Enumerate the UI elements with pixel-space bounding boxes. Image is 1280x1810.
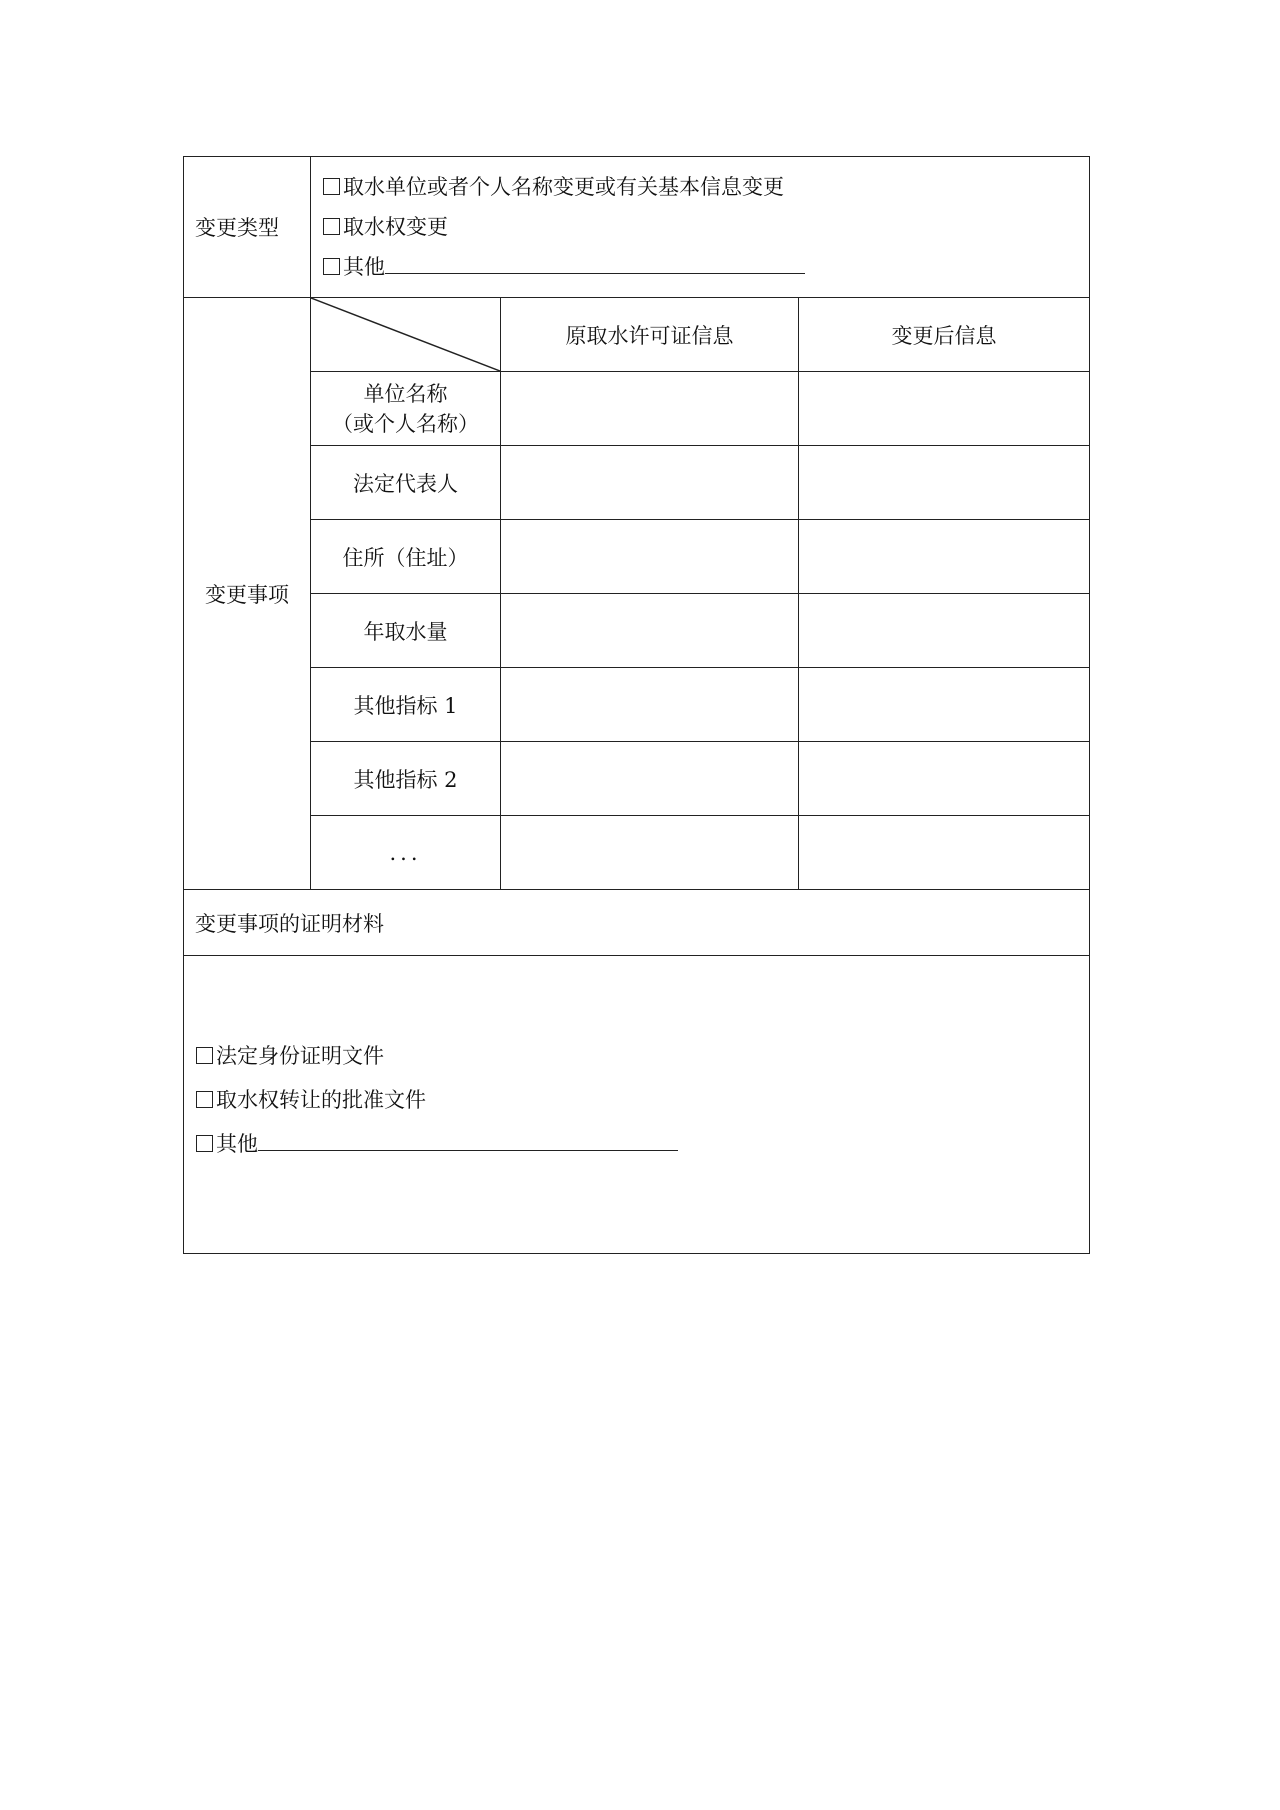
proof-label-row bbox=[184, 890, 1090, 956]
change-items-label: 变更事项 bbox=[184, 298, 311, 890]
diagonal-line-icon bbox=[311, 298, 500, 371]
checkbox-icon[interactable] bbox=[323, 218, 340, 235]
checkbox-icon[interactable] bbox=[196, 1135, 213, 1152]
row-label-other-2: 其他指标 2 bbox=[311, 742, 501, 816]
change-type-option-basic-info[interactable]: 取水单位或者个人名称变更或有关基本信息变更 bbox=[323, 167, 1089, 207]
table-row bbox=[184, 594, 1090, 668]
original-value-cell[interactable] bbox=[501, 372, 799, 446]
table-row bbox=[184, 446, 1090, 520]
other-fill-line[interactable] bbox=[385, 251, 805, 274]
change-type-option-other[interactable]: 其他 bbox=[323, 247, 1089, 287]
proof-options bbox=[184, 956, 1090, 1254]
row-label-other-1: 其他指标 1 bbox=[311, 668, 501, 742]
row-label-annual-water: 年取水量 bbox=[311, 594, 501, 668]
row-label-address: 住所（住址） bbox=[311, 520, 501, 594]
after-value-cell[interactable] bbox=[799, 668, 1090, 742]
after-value-cell[interactable] bbox=[799, 594, 1090, 668]
checkbox-icon[interactable] bbox=[323, 178, 340, 195]
after-value-cell[interactable] bbox=[799, 372, 1090, 446]
water-permit-change-form bbox=[183, 156, 1090, 1254]
checkbox-icon[interactable] bbox=[323, 258, 340, 275]
original-value-cell[interactable] bbox=[501, 742, 799, 816]
row-label-legal-rep: 法定代表人 bbox=[311, 446, 501, 520]
proof-label: 变更事项的证明材料 bbox=[184, 890, 1090, 956]
diagonal-header-cell bbox=[311, 298, 501, 372]
change-type-row bbox=[184, 157, 1090, 298]
checkbox-icon[interactable] bbox=[196, 1047, 213, 1064]
proof-option-other[interactable]: 其他 bbox=[196, 1122, 1089, 1166]
row-label-ellipsis: ... bbox=[311, 816, 501, 890]
col-header-after: 变更后信息 bbox=[799, 298, 1090, 372]
table-row bbox=[184, 372, 1090, 446]
proof-option-id-doc[interactable]: 法定身份证明文件 bbox=[196, 1034, 1089, 1078]
table-row bbox=[184, 668, 1090, 742]
original-value-cell[interactable] bbox=[501, 446, 799, 520]
change-type-option-water-right[interactable]: 取水权变更 bbox=[323, 207, 1089, 247]
original-value-cell[interactable] bbox=[501, 816, 799, 890]
table-row bbox=[184, 520, 1090, 594]
original-value-cell[interactable] bbox=[501, 668, 799, 742]
checkbox-icon[interactable] bbox=[196, 1091, 213, 1108]
after-value-cell[interactable] bbox=[799, 520, 1090, 594]
other-fill-line[interactable] bbox=[258, 1128, 678, 1151]
col-header-original: 原取水许可证信息 bbox=[501, 298, 799, 372]
original-value-cell[interactable] bbox=[501, 594, 799, 668]
after-value-cell[interactable] bbox=[799, 816, 1090, 890]
change-type-label: 变更类型 bbox=[184, 157, 311, 298]
proof-options-row bbox=[184, 956, 1090, 1254]
change-items-header-row bbox=[184, 298, 1090, 372]
change-type-options bbox=[311, 157, 1090, 298]
original-value-cell[interactable] bbox=[501, 520, 799, 594]
table-row bbox=[184, 742, 1090, 816]
after-value-cell[interactable] bbox=[799, 742, 1090, 816]
table-row bbox=[184, 816, 1090, 890]
proof-option-transfer-approval[interactable]: 取水权转让的批准文件 bbox=[196, 1078, 1089, 1122]
after-value-cell[interactable] bbox=[799, 446, 1090, 520]
row-label-unit-name: 单位名称 （或个人名称） bbox=[311, 372, 501, 446]
